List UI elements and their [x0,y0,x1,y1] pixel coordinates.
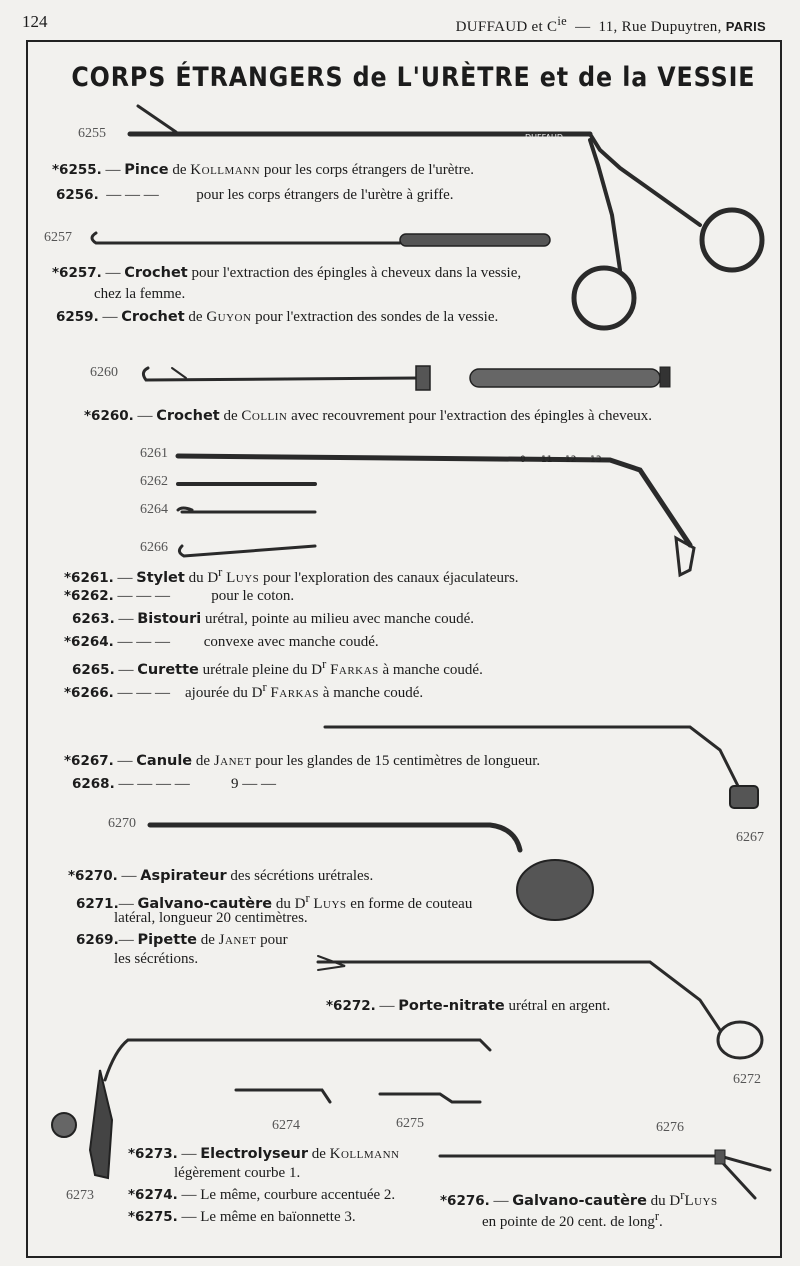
entry-dash: — — — [117,685,171,701]
catalog-entry [64,634,379,651]
entry-name: Curette [137,662,199,678]
catalog-entry [440,1188,718,1210]
entry-number: *6275. [128,1209,178,1225]
entry-text: de [307,1146,330,1162]
entry-text: chez la femme. [94,286,186,302]
entry-sup: r [262,680,267,694]
figure-label: 6276 [656,1120,684,1135]
entry-text: pour l'extraction des épingles à cheveux dans la vessie, [187,265,522,281]
catalog-entry-continuation [482,1209,663,1231]
catalog-entry [128,1146,399,1163]
entry-dash: — [181,1146,197,1162]
figure-label: 6274 [272,1118,300,1133]
entry-number: *6264. [64,634,114,650]
catalog-entry [64,565,519,587]
entry-number: *6257. [52,265,102,281]
hook-6260-drawing [143,366,670,390]
entry-number: 6269. [76,932,119,948]
entry-person: Luys [684,1193,718,1209]
entry-dash: — [118,932,134,948]
entry-person: Farkas [270,685,320,701]
catalog-entry [72,657,483,679]
catalog-entry [72,776,276,793]
entry-text: Le même en baïonnette 3. [200,1209,356,1225]
entry-number: *6272. [326,998,376,1014]
entry-text: urétral en argent. [504,998,611,1014]
catalog-entry [72,611,474,628]
entry-rest: pour les glandes de 15 centimètres de longueur. [251,753,541,769]
catalog-entry [64,680,423,702]
catalog-entry-continuation [114,910,308,927]
entry-text: des sécrétions urétrales. [226,868,374,884]
entry-sup: r [654,1209,660,1223]
catalog-entry [56,309,498,326]
entry-text: du D [184,570,219,586]
catalog-entry [84,408,652,425]
entry-rest: en forme de couteau [346,896,473,912]
page-title: CORPS ÉTRANGERS de L'URÈTRE et de la VESSIE [71,62,756,93]
entry-text: pour le coton. [211,588,295,604]
entry-person: Luys [226,570,260,586]
entry-name: Crochet [156,408,220,424]
catalog-entry [128,1187,395,1204]
entry-name: Electrolyseur [200,1146,308,1162]
header-separator: — [575,19,591,35]
entry-person: Kollmann [329,1146,400,1162]
entry-number: *6267. [64,753,114,769]
hook-6257-drawing [92,233,550,246]
entry-dash: — [118,611,134,627]
entry-text: urétrale pleine du D [198,662,323,678]
firm-sup: ie [557,14,567,28]
catalog-entry-continuation [114,951,198,968]
figure-label: 6261 [140,446,168,461]
entry-rest: à manche coudé. [378,662,483,678]
entry-dash: — [117,570,133,586]
entry-text: de [184,309,207,325]
catalog-entry [76,932,288,949]
figure-label: 6270 [108,816,136,831]
entry-dash: — [181,1209,197,1225]
catalog-entry-continuation [174,1165,300,1182]
entry-text: ajourée du D [185,685,263,701]
entry-number: *6262. [64,588,114,604]
entry-name: Galvano-cautère [137,896,273,912]
entry-name: Pipette [137,932,197,948]
entry-text: Le même, courbure accentuée 2. [200,1187,396,1203]
entry-rest: à manche coudé. [319,685,424,701]
entry-number: 6256. [56,187,99,203]
entry-person: Kollmann [190,162,261,178]
entry-number: 6268. [72,776,115,792]
stylet-6261-drawing [178,455,694,575]
engraving-brand: DUFFAUD [525,133,563,142]
entry-rest: avec recouvrement pour l'extraction des épingles à cheveux. [287,408,653,424]
entry-text: latéral, longueur 20 centimètres. [114,910,308,926]
entry-dash: — [105,265,121,281]
entry-dash: — [105,162,121,178]
entry-number: *6260. [84,408,134,424]
entry-sup: r [322,657,327,671]
firm-city: PARIS [725,19,766,34]
entry-dash: — [121,868,137,884]
entry-sup: r [218,565,223,579]
scale-mark: 0 [520,455,526,465]
entry-name: Stylet [136,570,185,586]
catalog-entry [64,753,540,770]
catalog-entry [52,265,521,282]
entry-name: Crochet [124,265,188,281]
catalog-entry [68,868,373,885]
entry-number: *6261. [64,570,114,586]
entry-number: 6263. [72,611,115,627]
entry-rest: pour l'exploration des canaux éjaculateurs. [259,570,519,586]
entry-rest: . [659,1214,663,1230]
entry-dash: — — — [117,588,171,604]
entry-dash: — [181,1187,197,1203]
entry-person: Janet [213,753,252,769]
entry-number: 6271. [76,896,119,912]
figure-label: 6262 [140,474,168,489]
entry-dash: — — — [106,187,159,203]
catalog-entry [128,1209,356,1226]
scale-mark: 11 [541,455,553,465]
tips-6274-6275-drawings [236,1090,480,1102]
entry-person: Guyon [206,309,252,325]
entry-text: urétral, pointe au milieu avec manche coudé. [201,611,475,627]
entry-name: Pince [124,162,169,178]
entry-text: de [196,932,219,948]
entry-rest: pour [256,932,288,948]
figure-label: 6272 [733,1072,761,1087]
entry-dash: — [137,408,153,424]
entry-number: *6255. [52,162,102,178]
entry-name: Bistouri [137,611,202,627]
tips-drawings [178,484,315,556]
entry-text: de [219,408,242,424]
catalog-entry-continuation [94,286,185,303]
entry-name: Aspirateur [140,868,227,884]
entry-dash: — — — [117,634,171,650]
entry-text: de [192,753,214,769]
entry-person: Collin [241,408,288,424]
entry-text: légèrement courbe 1. [174,1165,301,1181]
catalog-entry [64,588,294,605]
figure-label: 6273 [66,1188,94,1203]
catalog-entry [326,998,610,1015]
figure-label: 6267 [736,830,764,845]
entry-text: les sécrétions. [114,951,199,967]
entry-text: de [168,162,191,178]
entry-text: du D [272,896,306,912]
figure-label: 6260 [90,365,118,380]
entry-name: Crochet [121,309,185,325]
entry-sup: r [305,891,310,905]
entry-number: 6265. [72,662,115,678]
scale-mark: 12 [565,455,577,465]
entry-number: *6273. [128,1146,178,1162]
catalog-entry [56,187,454,204]
entry-number: *6270. [68,868,118,884]
entry-name: Canule [136,753,193,769]
entry-dash: — [379,998,395,1014]
entry-name: Galvano-cautère [512,1193,647,1209]
entry-text: du D [646,1193,681,1209]
entry-number: *6266. [64,685,114,701]
forceps-6255-drawing [130,106,762,328]
entry-dash: — [493,1193,509,1209]
entry-text: convexe avec manche coudé. [203,634,379,650]
entry-person: Farkas [330,662,379,678]
figure-label: 6255 [78,126,106,141]
entry-number: *6274. [128,1187,178,1203]
entry-text: en pointe de 20 cent. de long [482,1214,655,1230]
page-number: 124 [22,12,48,31]
firm-name: DUFFAUD et C [455,19,558,35]
entry-person: Luys [313,896,347,912]
entry-number: *6276. [440,1193,490,1209]
entry-rest: pour l'extraction des sondes de la vessie. [251,309,499,325]
entry-dash: — [117,753,133,769]
entry-sup: r [680,1188,685,1202]
entry-number: 6259. [56,309,99,325]
firm-address: 11, Rue Dupuytren, [598,19,722,35]
entry-dash: — — — — [118,776,190,792]
entry-text: 9 — — [230,776,276,792]
figure-label: 6257 [44,230,72,245]
scale-mark: 13 [590,455,602,465]
entry-person: Janet [218,932,257,948]
figure-label: 6266 [140,540,168,555]
entry-dash: — [118,662,134,678]
entry-dash: — [118,896,134,912]
entry-rest: pour les corps étrangers de l'urètre. [260,162,474,178]
entry-dash: — [102,309,118,325]
catalog-entry [52,162,474,179]
figure-label: 6275 [396,1116,424,1131]
figure-label: 6264 [140,502,168,517]
entry-text: pour les corps étrangers de l'urètre à griffe. [196,187,454,203]
entry-name: Porte-nitrate [398,998,505,1014]
